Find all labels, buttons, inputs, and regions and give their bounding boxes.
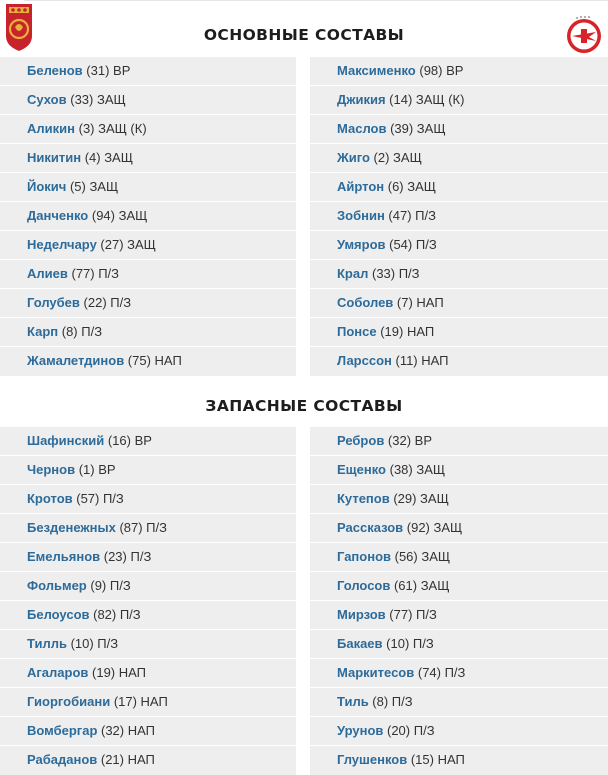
player-number-position: (74) П/З xyxy=(414,665,466,680)
player-name-link[interactable]: Гапонов xyxy=(337,549,392,564)
player-name-link[interactable]: Голосов xyxy=(337,578,391,593)
player-name-link[interactable]: Маслов xyxy=(337,121,387,136)
player-name-link[interactable]: Аликин xyxy=(27,121,75,136)
player-name-link[interactable]: Голубев xyxy=(27,295,80,310)
player-name-link[interactable]: Алиев xyxy=(27,266,68,281)
home-starting-list xyxy=(0,57,296,376)
player-name-link[interactable]: Шафинский xyxy=(27,433,105,448)
player-row xyxy=(0,86,296,115)
player-number-position: (39) ЗАЩ xyxy=(386,121,446,136)
player-number-position: (92) ЗАЩ xyxy=(403,520,463,535)
player-row xyxy=(0,485,296,514)
player-name-link[interactable]: Урунов xyxy=(337,723,384,738)
player-row xyxy=(310,485,608,514)
player-name-link[interactable]: Тилль xyxy=(27,636,67,651)
player-name-link[interactable]: Мирзов xyxy=(337,607,386,622)
player-row xyxy=(0,260,296,289)
player-name-link[interactable]: Ещенко xyxy=(337,462,386,477)
player-number-position: (77) П/З xyxy=(385,607,437,622)
player-row xyxy=(0,427,296,456)
player-name-link[interactable]: Бакаев xyxy=(337,636,383,651)
player-row xyxy=(310,173,608,202)
player-number-position: (8) П/З xyxy=(368,694,413,709)
player-number-position: (75) НАП xyxy=(124,353,182,368)
player-row xyxy=(0,514,296,543)
player-number-position: (29) ЗАЩ xyxy=(389,491,449,506)
player-number-position: (61) ЗАЩ xyxy=(390,578,450,593)
player-number-position: (10) П/З xyxy=(66,636,119,651)
player-name-link[interactable]: Ребров xyxy=(337,433,385,448)
player-row xyxy=(310,115,608,144)
player-row xyxy=(310,57,608,86)
player-name-link[interactable]: Карп xyxy=(27,324,59,339)
player-number-position: (20) П/З xyxy=(383,723,435,738)
player-number-position: (8) П/З xyxy=(58,324,103,339)
player-row xyxy=(0,659,296,688)
player-number-position: (15) НАП xyxy=(407,752,465,767)
player-row xyxy=(310,289,608,318)
player-number-position: (32) ВР xyxy=(384,433,432,448)
player-row xyxy=(310,86,608,115)
player-row xyxy=(310,601,608,630)
player-row xyxy=(0,347,296,376)
player-number-position: (19) НАП xyxy=(88,665,147,680)
player-number-position: (19) НАП xyxy=(376,324,435,339)
away-starting-list xyxy=(310,57,608,376)
player-number-position: (16) ВР xyxy=(104,433,152,448)
player-name-link[interactable]: Жамалетдинов xyxy=(27,353,125,368)
player-number-position: (21) НАП xyxy=(97,752,155,767)
player-row xyxy=(310,572,608,601)
player-name-link[interactable]: Максименко xyxy=(337,63,416,78)
player-number-position: (22) П/З xyxy=(79,295,132,310)
player-name-link[interactable]: Тиль xyxy=(337,694,369,709)
player-row xyxy=(0,115,296,144)
player-name-link[interactable]: Соболев xyxy=(337,295,394,310)
player-row xyxy=(310,630,608,659)
player-name-link[interactable]: Понсе xyxy=(337,324,377,339)
player-number-position: (82) П/З xyxy=(89,607,141,622)
player-row xyxy=(310,746,608,775)
player-row xyxy=(310,543,608,572)
player-name-link[interactable]: Данченко xyxy=(27,208,89,223)
player-row xyxy=(0,144,296,173)
player-name-link[interactable]: Крал xyxy=(337,266,369,281)
player-name-link[interactable]: Никитин xyxy=(27,150,82,165)
home-subs-list xyxy=(0,427,296,775)
player-row xyxy=(310,514,608,543)
player-name-link[interactable]: Белоусов xyxy=(27,607,90,622)
player-number-position: (4) ЗАЩ xyxy=(81,150,133,165)
player-name-link[interactable]: Айртон xyxy=(337,179,385,194)
player-name-link[interactable]: Агаларов xyxy=(27,665,89,680)
player-number-position: (11) НАП xyxy=(391,353,449,368)
player-name-link[interactable]: Рассказов xyxy=(337,520,404,535)
player-name-link[interactable]: Йокич xyxy=(27,179,67,194)
player-name-link[interactable]: Вомбергар xyxy=(27,723,98,738)
player-number-position: (3) ЗАЩ (К) xyxy=(75,121,147,136)
player-name-link[interactable]: Безденежных xyxy=(27,520,116,535)
player-number-position: (87) П/З xyxy=(115,520,167,535)
player-number-position: (9) П/З xyxy=(86,578,131,593)
player-name-link[interactable]: Маркитесов xyxy=(337,665,415,680)
player-row xyxy=(0,688,296,717)
player-number-position: (47) П/З xyxy=(384,208,436,223)
player-number-position: (94) ЗАЩ xyxy=(88,208,148,223)
player-row xyxy=(310,231,608,260)
player-name-link[interactable]: Емельянов xyxy=(27,549,101,564)
player-row xyxy=(0,630,296,659)
player-row xyxy=(310,456,608,485)
away-subs-list xyxy=(310,427,608,775)
player-row xyxy=(310,659,608,688)
player-row xyxy=(0,543,296,572)
player-number-position: (33) ЗАЩ xyxy=(66,92,126,107)
player-number-position: (32) НАП xyxy=(97,723,155,738)
player-number-position: (17) НАП xyxy=(110,694,168,709)
player-row xyxy=(0,572,296,601)
player-name-link[interactable]: Зобнин xyxy=(337,208,385,223)
substitutes-title: ЗАПАСНЫЕ СОСТАВЫ xyxy=(205,397,403,415)
player-row xyxy=(310,202,608,231)
player-number-position: (1) ВР xyxy=(75,462,116,477)
player-number-position: (23) П/З xyxy=(100,549,152,564)
player-number-position: (10) П/З xyxy=(382,636,434,651)
player-row xyxy=(0,57,296,86)
player-name-link[interactable]: Умяров xyxy=(337,237,386,252)
player-row xyxy=(310,318,608,347)
player-name-link[interactable]: Неделчару xyxy=(27,237,97,252)
player-row xyxy=(310,347,608,376)
player-row xyxy=(310,260,608,289)
player-row xyxy=(0,173,296,202)
player-name-link[interactable]: Джикия xyxy=(337,92,386,107)
player-name-link[interactable]: Кротов xyxy=(27,491,73,506)
player-number-position: (38) ЗАЩ xyxy=(386,462,446,477)
player-number-position: (14) ЗАЩ (К) xyxy=(385,92,465,107)
player-row xyxy=(0,717,296,746)
player-row xyxy=(0,289,296,318)
player-name-link[interactable]: Чернов xyxy=(27,462,76,477)
player-row xyxy=(0,231,296,260)
player-row xyxy=(0,746,296,775)
player-row xyxy=(310,717,608,746)
starting-lineups-title: ОСНОВНЫЕ СОСТАВЫ xyxy=(203,26,405,44)
player-name-link[interactable]: Ларссон xyxy=(337,353,392,368)
player-number-position: (31) ВР xyxy=(82,63,131,78)
player-number-position: (5) ЗАЩ xyxy=(66,179,119,194)
player-number-position: (2) ЗАЩ xyxy=(369,150,422,165)
player-name-link[interactable]: Жиго xyxy=(337,150,370,165)
player-row xyxy=(310,144,608,173)
player-number-position: (6) ЗАЩ xyxy=(384,179,436,194)
player-number-position: (33) П/З xyxy=(368,266,420,281)
player-name-link[interactable]: Фольмер xyxy=(27,578,87,593)
player-number-position: (57) П/З xyxy=(72,491,124,506)
player-row xyxy=(0,202,296,231)
player-name-link[interactable]: Беленов xyxy=(27,63,83,78)
player-number-position: (56) ЗАЩ xyxy=(391,549,451,564)
player-name-link[interactable]: Рабаданов xyxy=(27,752,98,767)
player-number-position: (54) П/З xyxy=(385,237,437,252)
player-number-position: (77) П/З xyxy=(67,266,120,281)
player-name-link[interactable]: Сухов xyxy=(27,92,67,107)
player-row xyxy=(0,601,296,630)
player-number-position: (27) ЗАЩ xyxy=(96,237,156,252)
player-number-position: (7) НАП xyxy=(393,295,444,310)
player-row xyxy=(310,688,608,717)
player-number-position: (98) ВР xyxy=(415,63,464,78)
player-name-link[interactable]: Глушенков xyxy=(337,752,408,767)
player-row xyxy=(310,427,608,456)
player-name-link[interactable]: Кутепов xyxy=(337,491,390,506)
player-row xyxy=(0,318,296,347)
player-row xyxy=(0,456,296,485)
player-name-link[interactable]: Гиоргобиани xyxy=(27,694,111,709)
